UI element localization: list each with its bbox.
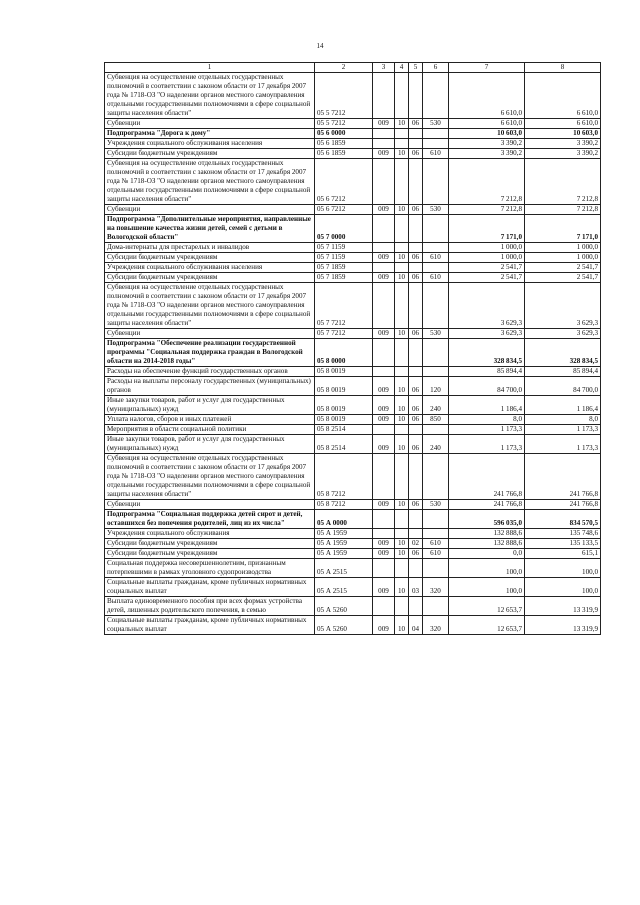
row-section-cell xyxy=(395,367,409,377)
row-expense-type-cell: 850 xyxy=(423,415,449,425)
row-subsection-cell xyxy=(409,367,423,377)
row-code-cell: 05 7 1859 xyxy=(315,263,373,273)
row-section-cell xyxy=(395,529,409,539)
table-row xyxy=(105,539,601,549)
row-expense-type-cell xyxy=(423,597,449,616)
row-subsection-cell: 06 xyxy=(409,435,423,454)
row-code-cell: 05 8 0019 xyxy=(315,367,373,377)
row-amount-8-cell: 13 319,9 xyxy=(525,597,601,616)
row-subsection-cell: 06 xyxy=(409,549,423,559)
row-amount-7-cell: 3 390,2 xyxy=(449,149,525,159)
row-amount-8-cell: 6 610,0 xyxy=(525,119,601,129)
row-amount-7-cell: 100,0 xyxy=(449,559,525,578)
row-amount-7-cell: 3 390,2 xyxy=(449,139,525,149)
row-section-cell: 10 xyxy=(395,539,409,549)
row-ministry-cell xyxy=(373,263,395,273)
row-section-cell: 10 xyxy=(395,149,409,159)
row-subsection-cell xyxy=(409,73,423,119)
row-expense-type-cell xyxy=(423,367,449,377)
row-subsection-cell: 06 xyxy=(409,396,423,415)
row-section-cell: 10 xyxy=(395,435,409,454)
row-ministry-cell: 009 xyxy=(373,273,395,283)
header-cell-1: 1 xyxy=(105,63,315,73)
row-ministry-cell xyxy=(373,129,395,139)
row-section-cell xyxy=(395,425,409,435)
row-amount-7-cell: 132 888,6 xyxy=(449,529,525,539)
row-name-cell: Выплата единовременного пособия при всех формах устройства детей, лишенных родительского попечения, в семью xyxy=(105,597,315,616)
row-name-cell: Иные закупки товаров, работ и услуг для государственных (муниципальных) нужд xyxy=(105,396,315,415)
row-amount-7-cell: 10 603,0 xyxy=(449,129,525,139)
row-amount-7-cell: 1 000,0 xyxy=(449,243,525,253)
row-name-cell: Социальные выплаты гражданам, кроме публичных нормативных социальных выплат xyxy=(105,616,315,635)
row-ministry-cell: 009 xyxy=(373,377,395,396)
row-expense-type-cell xyxy=(423,425,449,435)
row-name-cell: Субвенция на осуществление отдельных государственных полномочий в соответствии с законом области от 17 декабря 2007 года № 1718-ОЗ "О наделении органов местного самоуправления отдельными государственными полномочиями в сфере социальной защиты населения области" xyxy=(105,454,315,500)
row-code-cell: 05 8 7212 xyxy=(315,500,373,510)
row-amount-8-cell: 1 000,0 xyxy=(525,253,601,263)
row-amount-8-cell: 7 212,8 xyxy=(525,159,601,205)
row-amount-7-cell: 7 171,0 xyxy=(449,215,525,243)
row-amount-8-cell: 3 629,3 xyxy=(525,283,601,329)
row-name-cell: Учреждения социального обслуживания населения xyxy=(105,139,315,149)
row-amount-7-cell: 1 173,3 xyxy=(449,425,525,435)
row-section-cell: 10 xyxy=(395,253,409,263)
row-name-cell: Мероприятия в области социальной политики xyxy=(105,425,315,435)
table-row xyxy=(105,500,601,510)
row-expense-type-cell: 610 xyxy=(423,253,449,263)
row-amount-8-cell: 100,0 xyxy=(525,578,601,597)
table-row xyxy=(105,367,601,377)
row-expense-type-cell: 610 xyxy=(423,273,449,283)
row-amount-8-cell: 84 700,0 xyxy=(525,377,601,396)
row-code-cell: 05 7 7212 xyxy=(315,283,373,329)
row-ministry-cell xyxy=(373,339,395,367)
row-section-cell xyxy=(395,129,409,139)
row-amount-7-cell: 6 610,0 xyxy=(449,119,525,129)
row-name-cell: Учреждения социального обслуживания населения xyxy=(105,263,315,273)
row-amount-7-cell: 241 766,8 xyxy=(449,454,525,500)
row-expense-type-cell: 610 xyxy=(423,539,449,549)
table-row xyxy=(105,597,601,616)
page-number: 14 xyxy=(316,42,324,50)
row-expense-type-cell xyxy=(423,129,449,139)
row-ministry-cell xyxy=(373,215,395,243)
row-name-cell: Подпрограмма "Дорога к дому" xyxy=(105,129,315,139)
row-section-cell xyxy=(395,339,409,367)
header-cell-7: 7 xyxy=(449,63,525,73)
table-row xyxy=(105,425,601,435)
row-subsection-cell xyxy=(409,425,423,435)
table-row xyxy=(105,139,601,149)
row-section-cell: 10 xyxy=(395,415,409,425)
row-amount-8-cell: 2 541,7 xyxy=(525,263,601,273)
row-section-cell xyxy=(395,559,409,578)
header-cell-8: 8 xyxy=(525,63,601,73)
row-code-cell: 05 А 2515 xyxy=(315,559,373,578)
row-subsection-cell: 02 xyxy=(409,539,423,549)
row-amount-7-cell: 241 766,8 xyxy=(449,500,525,510)
row-section-cell: 10 xyxy=(395,396,409,415)
table-row xyxy=(105,529,601,539)
row-section-cell: 10 xyxy=(395,616,409,635)
table-row xyxy=(105,329,601,339)
row-section-cell: 10 xyxy=(395,578,409,597)
row-ministry-cell: 009 xyxy=(373,396,395,415)
table-row xyxy=(105,263,601,273)
row-amount-7-cell: 84 700,0 xyxy=(449,377,525,396)
row-name-cell: Подпрограмма "Дополнительные мероприятия, направленные на повышение качества жизни детей, семей с детьми в Вологодской области" xyxy=(105,215,315,243)
row-ministry-cell xyxy=(373,454,395,500)
table-row xyxy=(105,616,601,635)
row-amount-8-cell: 7 171,0 xyxy=(525,215,601,243)
row-section-cell xyxy=(395,510,409,529)
row-subsection-cell xyxy=(409,129,423,139)
row-amount-7-cell: 596 035,0 xyxy=(449,510,525,529)
table-row xyxy=(105,435,601,454)
row-amount-7-cell: 1 000,0 xyxy=(449,253,525,263)
row-amount-7-cell: 12 653,7 xyxy=(449,616,525,635)
row-expense-type-cell: 240 xyxy=(423,435,449,454)
row-section-cell xyxy=(395,159,409,205)
row-ministry-cell: 009 xyxy=(373,253,395,263)
row-name-cell: Субвенция на осуществление отдельных государственных полномочий в соответствии с законом области от 17 декабря 2007 года № 1718-ОЗ "О наделении органов местного самоуправления отдельными государственными полномочиями в сфере социальной защиты населения области" xyxy=(105,159,315,205)
header-cell-2: 2 xyxy=(315,63,373,73)
row-ministry-cell: 009 xyxy=(373,149,395,159)
row-subsection-cell xyxy=(409,139,423,149)
table-row xyxy=(105,510,601,529)
row-amount-8-cell: 6 610,0 xyxy=(525,73,601,119)
row-expense-type-cell: 530 xyxy=(423,329,449,339)
row-code-cell: 05 А 1959 xyxy=(315,529,373,539)
row-subsection-cell: 06 xyxy=(409,377,423,396)
table-row xyxy=(105,578,601,597)
row-subsection-cell: 06 xyxy=(409,253,423,263)
row-code-cell: 05 8 0019 xyxy=(315,377,373,396)
row-ministry-cell: 009 xyxy=(373,415,395,425)
row-subsection-cell xyxy=(409,243,423,253)
row-amount-7-cell: 1 186,4 xyxy=(449,396,525,415)
row-ministry-cell xyxy=(373,425,395,435)
table-row xyxy=(105,205,601,215)
row-name-cell: Субсидии бюджетным учреждениям xyxy=(105,273,315,283)
row-amount-7-cell: 100,0 xyxy=(449,578,525,597)
row-code-cell: 05 6 7212 xyxy=(315,205,373,215)
row-expense-type-cell xyxy=(423,559,449,578)
row-amount-8-cell: 241 766,8 xyxy=(525,500,601,510)
row-subsection-cell: 06 xyxy=(409,119,423,129)
row-ministry-cell: 009 xyxy=(373,500,395,510)
row-code-cell: 05 7 0000 xyxy=(315,215,373,243)
header-cell-3: 3 xyxy=(373,63,395,73)
row-amount-8-cell: 85 894,4 xyxy=(525,367,601,377)
row-code-cell: 05 8 0019 xyxy=(315,396,373,415)
row-name-cell: Уплата налогов, сборов и иных платежей xyxy=(105,415,315,425)
table-row xyxy=(105,215,601,243)
row-code-cell: 05 8 2514 xyxy=(315,435,373,454)
table-row xyxy=(105,129,601,139)
row-amount-7-cell: 132 888,6 xyxy=(449,539,525,549)
row-section-cell: 10 xyxy=(395,273,409,283)
row-section-cell xyxy=(395,283,409,329)
row-amount-8-cell: 241 766,8 xyxy=(525,454,601,500)
row-name-cell: Подпрограмма "Социальная поддержка детей сирот и детей, оставшихся без попечения родителей, лиц из их числа" xyxy=(105,510,315,529)
table-row xyxy=(105,559,601,578)
row-code-cell: 05 А 1959 xyxy=(315,549,373,559)
row-expense-type-cell xyxy=(423,263,449,273)
row-expense-type-cell: 120 xyxy=(423,377,449,396)
row-name-cell: Расходы на обеспечение функций государственных органов xyxy=(105,367,315,377)
row-amount-8-cell: 328 834,5 xyxy=(525,339,601,367)
row-code-cell: 05 7 7212 xyxy=(315,329,373,339)
row-expense-type-cell xyxy=(423,139,449,149)
row-amount-8-cell: 3 390,2 xyxy=(525,149,601,159)
header-cell-6: 6 xyxy=(423,63,449,73)
row-code-cell: 05 А 5260 xyxy=(315,597,373,616)
row-name-cell: Субвенция на осуществление отдельных государственных полномочий в соответствии с законом области от 17 декабря 2007 года № 1718-ОЗ "О наделении органов местного самоуправления отдельными государственными полномочиями в сфере социальной защиты населения области" xyxy=(105,283,315,329)
row-ministry-cell xyxy=(373,510,395,529)
row-section-cell: 10 xyxy=(395,329,409,339)
row-section-cell xyxy=(395,263,409,273)
row-ministry-cell: 009 xyxy=(373,435,395,454)
row-amount-8-cell: 1 186,4 xyxy=(525,396,601,415)
row-ministry-cell xyxy=(373,283,395,329)
row-subsection-cell: 06 xyxy=(409,149,423,159)
table-row xyxy=(105,454,601,500)
row-code-cell: 05 5 7212 xyxy=(315,119,373,129)
row-name-cell: Субвенция на осуществление отдельных государственных полномочий в соответствии с законом области от 17 декабря 2007 года № 1718-ОЗ "О наделении органов местного самоуправления отдельными государственными полномочиями в сфере социальной защиты населения области" xyxy=(105,73,315,119)
row-name-cell: Подпрограмма "Обеспечение реализации государственной программы "Социальная поддержка граждан в Вологодской области на 2014-2018 годы" xyxy=(105,339,315,367)
table-row xyxy=(105,283,601,329)
table-body xyxy=(105,63,601,635)
row-ministry-cell: 009 xyxy=(373,539,395,549)
table-row xyxy=(105,273,601,283)
row-code-cell: 05 А 5260 xyxy=(315,616,373,635)
header-row xyxy=(105,63,601,73)
table-row xyxy=(105,73,601,119)
row-subsection-cell xyxy=(409,215,423,243)
table-row xyxy=(105,396,601,415)
row-name-cell: Субсидии бюджетным учреждениям xyxy=(105,253,315,263)
row-expense-type-cell: 240 xyxy=(423,396,449,415)
row-subsection-cell: 06 xyxy=(409,415,423,425)
row-amount-8-cell: 615,1 xyxy=(525,549,601,559)
header-cell-4: 4 xyxy=(395,63,409,73)
row-expense-type-cell xyxy=(423,454,449,500)
row-subsection-cell: 06 xyxy=(409,329,423,339)
row-amount-8-cell: 100,0 xyxy=(525,559,601,578)
row-amount-7-cell: 2 541,7 xyxy=(449,263,525,273)
row-ministry-cell: 009 xyxy=(373,616,395,635)
row-amount-7-cell: 12 653,7 xyxy=(449,597,525,616)
row-name-cell: Дома-интернаты для престарелых и инвалидов xyxy=(105,243,315,253)
row-amount-7-cell: 3 629,3 xyxy=(449,329,525,339)
row-ministry-cell xyxy=(373,597,395,616)
row-code-cell: 05 8 7212 xyxy=(315,454,373,500)
row-subsection-cell xyxy=(409,283,423,329)
row-ministry-cell xyxy=(373,159,395,205)
row-name-cell: Субсидии бюджетным учреждениям xyxy=(105,149,315,159)
row-amount-7-cell: 0,0 xyxy=(449,549,525,559)
row-name-cell: Социальная поддержка несовершеннолетним, признанным потерпевшими в рамках уголовного судопроизводства xyxy=(105,559,315,578)
row-subsection-cell xyxy=(409,529,423,539)
row-ministry-cell xyxy=(373,139,395,149)
row-code-cell: 05 А 0000 xyxy=(315,510,373,529)
row-ministry-cell: 009 xyxy=(373,329,395,339)
row-section-cell: 10 xyxy=(395,377,409,396)
row-ministry-cell xyxy=(373,529,395,539)
row-expense-type-cell xyxy=(423,283,449,329)
row-subsection-cell: 04 xyxy=(409,616,423,635)
row-subsection-cell xyxy=(409,454,423,500)
row-name-cell: Субвенции xyxy=(105,119,315,129)
row-expense-type-cell xyxy=(423,243,449,253)
row-subsection-cell xyxy=(409,159,423,205)
row-section-cell: 10 xyxy=(395,500,409,510)
table-row xyxy=(105,243,601,253)
row-amount-7-cell: 2 541,7 xyxy=(449,273,525,283)
row-code-cell: 05 7 1159 xyxy=(315,253,373,263)
row-amount-8-cell: 2 541,7 xyxy=(525,273,601,283)
row-amount-7-cell: 1 173,3 xyxy=(449,435,525,454)
row-name-cell: Субвенции xyxy=(105,329,315,339)
row-section-cell: 10 xyxy=(395,205,409,215)
row-subsection-cell xyxy=(409,339,423,367)
row-expense-type-cell: 530 xyxy=(423,205,449,215)
row-amount-8-cell: 1 173,3 xyxy=(525,435,601,454)
row-subsection-cell: 06 xyxy=(409,273,423,283)
table-row xyxy=(105,159,601,205)
row-amount-7-cell: 7 212,8 xyxy=(449,205,525,215)
row-ministry-cell: 009 xyxy=(373,119,395,129)
row-name-cell: Иные закупки товаров, работ и услуг для государственных (муниципальных) нужд xyxy=(105,435,315,454)
row-expense-type-cell: 610 xyxy=(423,149,449,159)
row-subsection-cell: 03 xyxy=(409,578,423,597)
row-amount-8-cell: 8,0 xyxy=(525,415,601,425)
row-section-cell xyxy=(395,73,409,119)
row-code-cell: 05 6 0000 xyxy=(315,129,373,139)
row-name-cell: Субсидии бюджетным учреждениям xyxy=(105,539,315,549)
row-code-cell: 05 8 0019 xyxy=(315,415,373,425)
row-name-cell: Субвенции xyxy=(105,500,315,510)
row-amount-7-cell: 328 834,5 xyxy=(449,339,525,367)
row-amount-7-cell: 8,0 xyxy=(449,415,525,425)
row-expense-type-cell xyxy=(423,73,449,119)
row-section-cell: 10 xyxy=(395,549,409,559)
row-ministry-cell: 009 xyxy=(373,578,395,597)
budget-table xyxy=(104,62,601,635)
row-name-cell: Субсидии бюджетным учреждениям xyxy=(105,549,315,559)
row-amount-7-cell: 85 894,4 xyxy=(449,367,525,377)
row-code-cell: 05 7 1159 xyxy=(315,243,373,253)
row-ministry-cell xyxy=(373,243,395,253)
row-section-cell xyxy=(395,243,409,253)
row-code-cell: 05 6 7212 xyxy=(315,159,373,205)
row-expense-type-cell xyxy=(423,529,449,539)
row-code-cell: 05 8 2514 xyxy=(315,425,373,435)
row-expense-type-cell xyxy=(423,159,449,205)
row-expense-type-cell: 320 xyxy=(423,578,449,597)
row-subsection-cell xyxy=(409,597,423,616)
table-row xyxy=(105,339,601,367)
row-ministry-cell: 009 xyxy=(373,549,395,559)
table-row xyxy=(105,253,601,263)
row-expense-type-cell: 610 xyxy=(423,549,449,559)
row-amount-8-cell: 834 570,5 xyxy=(525,510,601,529)
row-amount-8-cell: 135 133,5 xyxy=(525,539,601,549)
row-expense-type-cell: 530 xyxy=(423,119,449,129)
row-expense-type-cell: 530 xyxy=(423,500,449,510)
row-name-cell: Субвенции xyxy=(105,205,315,215)
table-row xyxy=(105,549,601,559)
table-row xyxy=(105,377,601,396)
row-amount-8-cell: 13 319,9 xyxy=(525,616,601,635)
row-subsection-cell: 06 xyxy=(409,205,423,215)
row-name-cell: Учреждения социального обслуживания xyxy=(105,529,315,539)
row-section-cell xyxy=(395,139,409,149)
row-amount-8-cell: 1 000,0 xyxy=(525,243,601,253)
row-subsection-cell xyxy=(409,510,423,529)
row-ministry-cell: 009 xyxy=(373,205,395,215)
row-expense-type-cell xyxy=(423,339,449,367)
row-amount-8-cell: 135 748,6 xyxy=(525,529,601,539)
row-subsection-cell xyxy=(409,559,423,578)
row-code-cell: 05 5 7212 xyxy=(315,73,373,119)
row-amount-7-cell: 6 610,0 xyxy=(449,73,525,119)
row-name-cell: Социальные выплаты гражданам, кроме публичных нормативных социальных выплат xyxy=(105,578,315,597)
row-section-cell xyxy=(395,597,409,616)
table-row xyxy=(105,119,601,129)
row-code-cell: 05 А 1959 xyxy=(315,539,373,549)
row-amount-8-cell: 3 390,2 xyxy=(525,139,601,149)
row-subsection-cell: 06 xyxy=(409,500,423,510)
row-ministry-cell xyxy=(373,367,395,377)
row-section-cell xyxy=(395,454,409,500)
row-subsection-cell xyxy=(409,263,423,273)
row-section-cell: 10 xyxy=(395,119,409,129)
row-code-cell: 05 8 0000 xyxy=(315,339,373,367)
row-amount-7-cell: 3 629,3 xyxy=(449,283,525,329)
table-row xyxy=(105,415,601,425)
row-ministry-cell xyxy=(373,559,395,578)
row-amount-8-cell: 3 629,3 xyxy=(525,329,601,339)
row-expense-type-cell: 320 xyxy=(423,616,449,635)
row-code-cell: 05 7 1859 xyxy=(315,273,373,283)
table-row xyxy=(105,149,601,159)
row-code-cell: 05 6 1859 xyxy=(315,139,373,149)
row-name-cell: Расходы на выплаты персоналу государственных (муниципальных) органов xyxy=(105,377,315,396)
row-ministry-cell xyxy=(373,73,395,119)
row-amount-8-cell: 10 603,0 xyxy=(525,129,601,139)
row-amount-8-cell: 7 212,8 xyxy=(525,205,601,215)
row-expense-type-cell xyxy=(423,510,449,529)
row-section-cell xyxy=(395,215,409,243)
row-amount-8-cell: 1 173,3 xyxy=(525,425,601,435)
row-expense-type-cell xyxy=(423,215,449,243)
row-amount-7-cell: 7 212,8 xyxy=(449,159,525,205)
row-code-cell: 05 А 2515 xyxy=(315,578,373,597)
header-cell-5: 5 xyxy=(409,63,423,73)
row-code-cell: 05 6 1859 xyxy=(315,149,373,159)
